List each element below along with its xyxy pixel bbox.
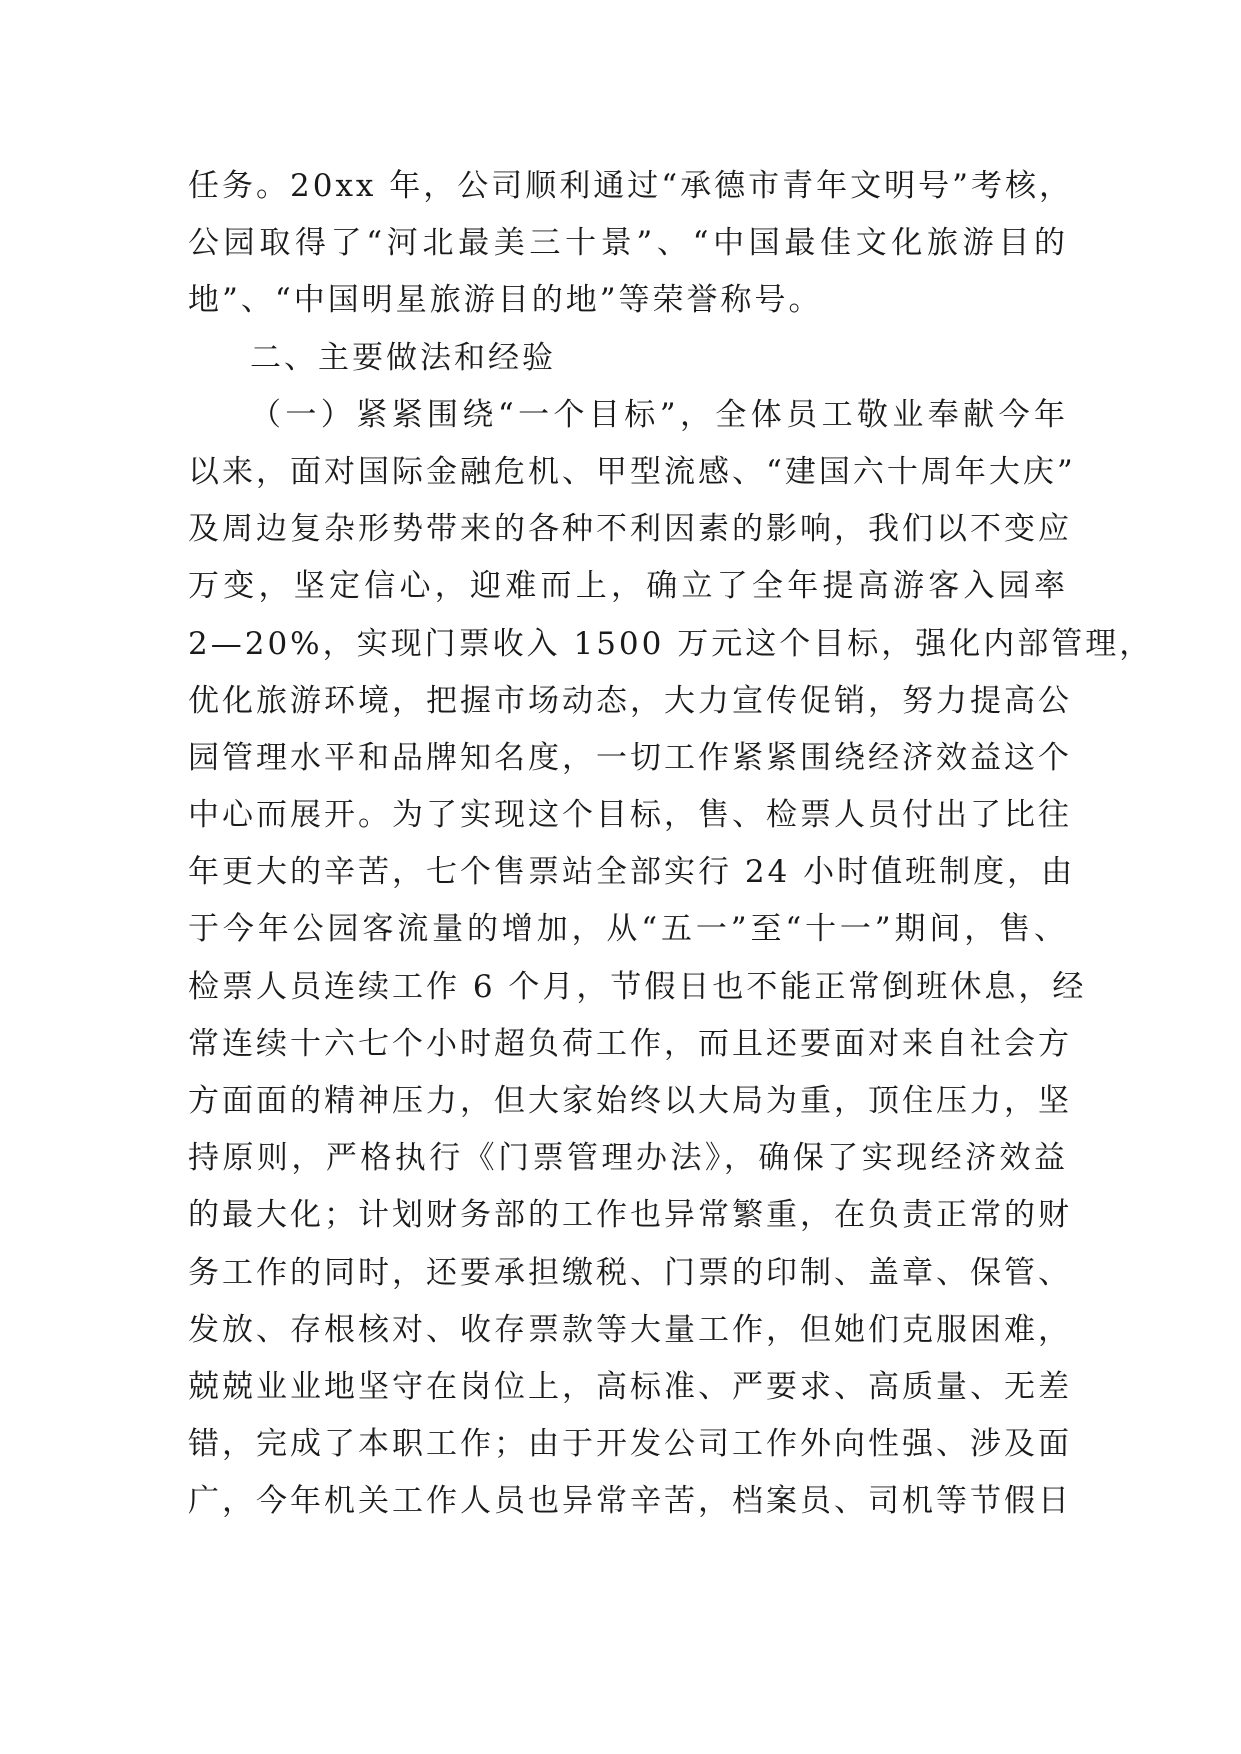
text-line: 公园取得了“河北最美三十景”、“中国最佳文化旅游目的 — [188, 225, 1068, 262]
text-line: 方面面的精神压力，但大家始终以大局为重，顶住压力，坚 — [188, 1083, 1072, 1119]
text-line: 持原则，严格执行《门票管理办法》，确保了实现经济效益 — [188, 1140, 1068, 1177]
text-line: 及周边复杂形势带来的各种不利因素的影响，我们以不变应 — [188, 511, 1072, 548]
subsection-heading-line: （一）紧紧围绕“一个目标”，全体员工敬业奉献今年 — [250, 396, 1068, 433]
text-line: 园管理水平和品牌知名度，一切工作紧紧围绕经济效益这个 — [188, 739, 1072, 776]
text-line: 中心而展开。为了实现这个目标，售、检票人员付出了比往 — [188, 797, 1072, 834]
text-line: 的最大化；计划财务部的工作也异常繁重，在负责正常的财 — [188, 1197, 1072, 1234]
body-text — [188, 158, 1154, 1531]
text-line: 万变，坚定信心，迎难而上，确立了全年提高游客入园率 — [188, 568, 1068, 605]
text-line: 兢兢业业地坚守在岗位上，高标准、严要求、高质量、无差 — [188, 1368, 1072, 1405]
text-line: 于今年公园客流量的增加，从“五一”至“十一”期间，售、 — [188, 911, 1068, 948]
text-line: 优化旅游环境，把握市场动态，大力宣传促销，努力提高公 — [188, 682, 1072, 719]
text-line: 以来，面对国际金融危机、甲型流感、“建国六十周年大庆” — [188, 453, 1076, 490]
text-line: 发放、存根核对、收存票款等大量工作，但她们克服困难， — [188, 1311, 1072, 1348]
text-line: 检票人员连续工作 6 个月，节假日也不能正常倒班休息，经 — [188, 968, 1087, 1005]
text-line: 任务。20xx 年，公司顺利通过“承德市青年文明号”考核， — [188, 168, 1073, 204]
text-line: 年更大的辛苦，七个售票站全部实行 24 小时值班制度，由 — [188, 854, 1076, 891]
text-line: 广，今年机关工作人员也异常辛苦，档案员、司机等节假日 — [188, 1483, 1072, 1520]
text-line: 错，完成了本职工作；由于开发公司工作外向性强、涉及面 — [188, 1426, 1072, 1463]
text-line: 2—20%，实现门票收入 1500 万元这个目标，强化内部管理， — [188, 625, 1154, 662]
section-heading: 二、主要做法和经验 — [250, 339, 556, 376]
text-line: 务工作的同时，还要承担缴税、门票的印制、盖章、保管、 — [188, 1254, 1072, 1291]
text-line: 地”、“中国明星旅游目的地”等荣誉称号。 — [188, 282, 823, 319]
text-line: 常连续十六七个小时超负荷工作，而且还要面对来自社会方 — [188, 1025, 1072, 1062]
